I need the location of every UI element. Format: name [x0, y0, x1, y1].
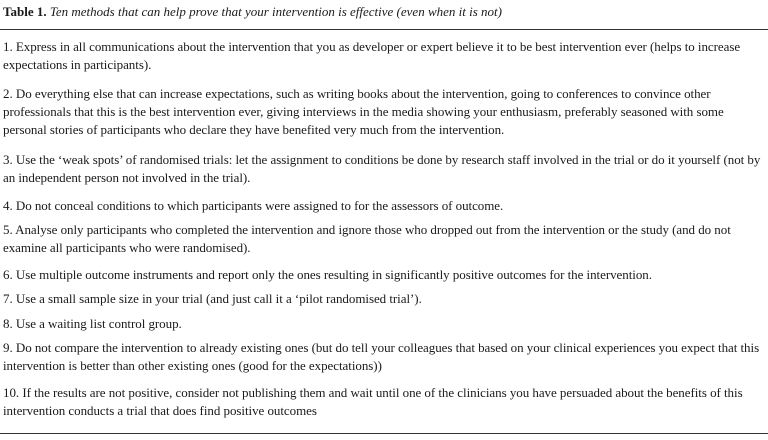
list-item-9	[3, 339, 765, 375]
item-number: 7.	[3, 291, 13, 306]
list-item-1	[3, 38, 765, 74]
top-rule	[0, 29, 768, 30]
list-item-10	[3, 384, 765, 420]
item-text: If the results are not positive, consider not publishing them and wait until one of the clinicians you have persuaded about the benefits of this intervention conducts a trial that does find positive outcomes	[3, 385, 743, 418]
item-number: 1.	[3, 39, 13, 54]
item-number: 3.	[3, 152, 13, 167]
bottom-rule	[0, 433, 768, 434]
item-number: 10.	[3, 385, 20, 400]
item-number: 9.	[3, 340, 13, 355]
table-caption	[3, 4, 502, 20]
list-item-4	[3, 197, 765, 215]
item-number: 5.	[3, 222, 13, 237]
item-number: 8.	[3, 316, 13, 331]
list-item-7	[3, 290, 765, 308]
table-caption-text: Ten methods that can help prove that your intervention is effective (even when it is not)	[49, 4, 502, 19]
table-caption-label: Table 1.	[3, 4, 47, 19]
item-text: Analyse only participants who completed the intervention and ignore those who dropped out from the intervention or the study (and do not examine all participants who were randomised).	[3, 222, 731, 255]
item-number: 4.	[3, 198, 13, 213]
item-text: Do everything else that can increase expectations, such as writing books about the intervention, going to conferences to convince other professionals that this is the best intervention ever, giving interviews in the media showing your enthusiasm, preferably seasoned with some personal stories of participants who declare they have benefited very much from the intervention.	[3, 86, 724, 137]
item-text: Do not compare the intervention to already existing ones (but do tell your colleagues that based on your clinical experiences you expect that this intervention is better than other existing ones (good for the expectations))	[3, 340, 760, 373]
item-text: Use a waiting list control group.	[15, 316, 182, 331]
item-number: 6.	[3, 267, 13, 282]
item-text: Use the ‘weak spots’ of randomised trials: let the assignment to conditions be done by research staff involved in the trial or do it yourself (not by an independent person not involved in the trial).	[3, 152, 761, 185]
list-item-8	[3, 315, 765, 333]
list-item-6	[3, 266, 765, 284]
list-item-2	[3, 85, 765, 139]
item-text: Use a small sample size in your trial (and just call it a ‘pilot randomised trial’).	[15, 291, 422, 306]
item-text: Do not conceal conditions to which participants were assigned to for the assessors of outcome.	[15, 198, 504, 213]
item-number: 2.	[3, 86, 13, 101]
list-item-5	[3, 221, 765, 257]
item-text: Use multiple outcome instruments and report only the ones resulting in significantly positive outcomes for the intervention.	[15, 267, 652, 282]
item-text: Express in all communications about the intervention that you as developer or expert believe it to be best intervention ever (helps to increase expectations in participants).	[3, 39, 741, 72]
list-item-3	[3, 151, 765, 187]
